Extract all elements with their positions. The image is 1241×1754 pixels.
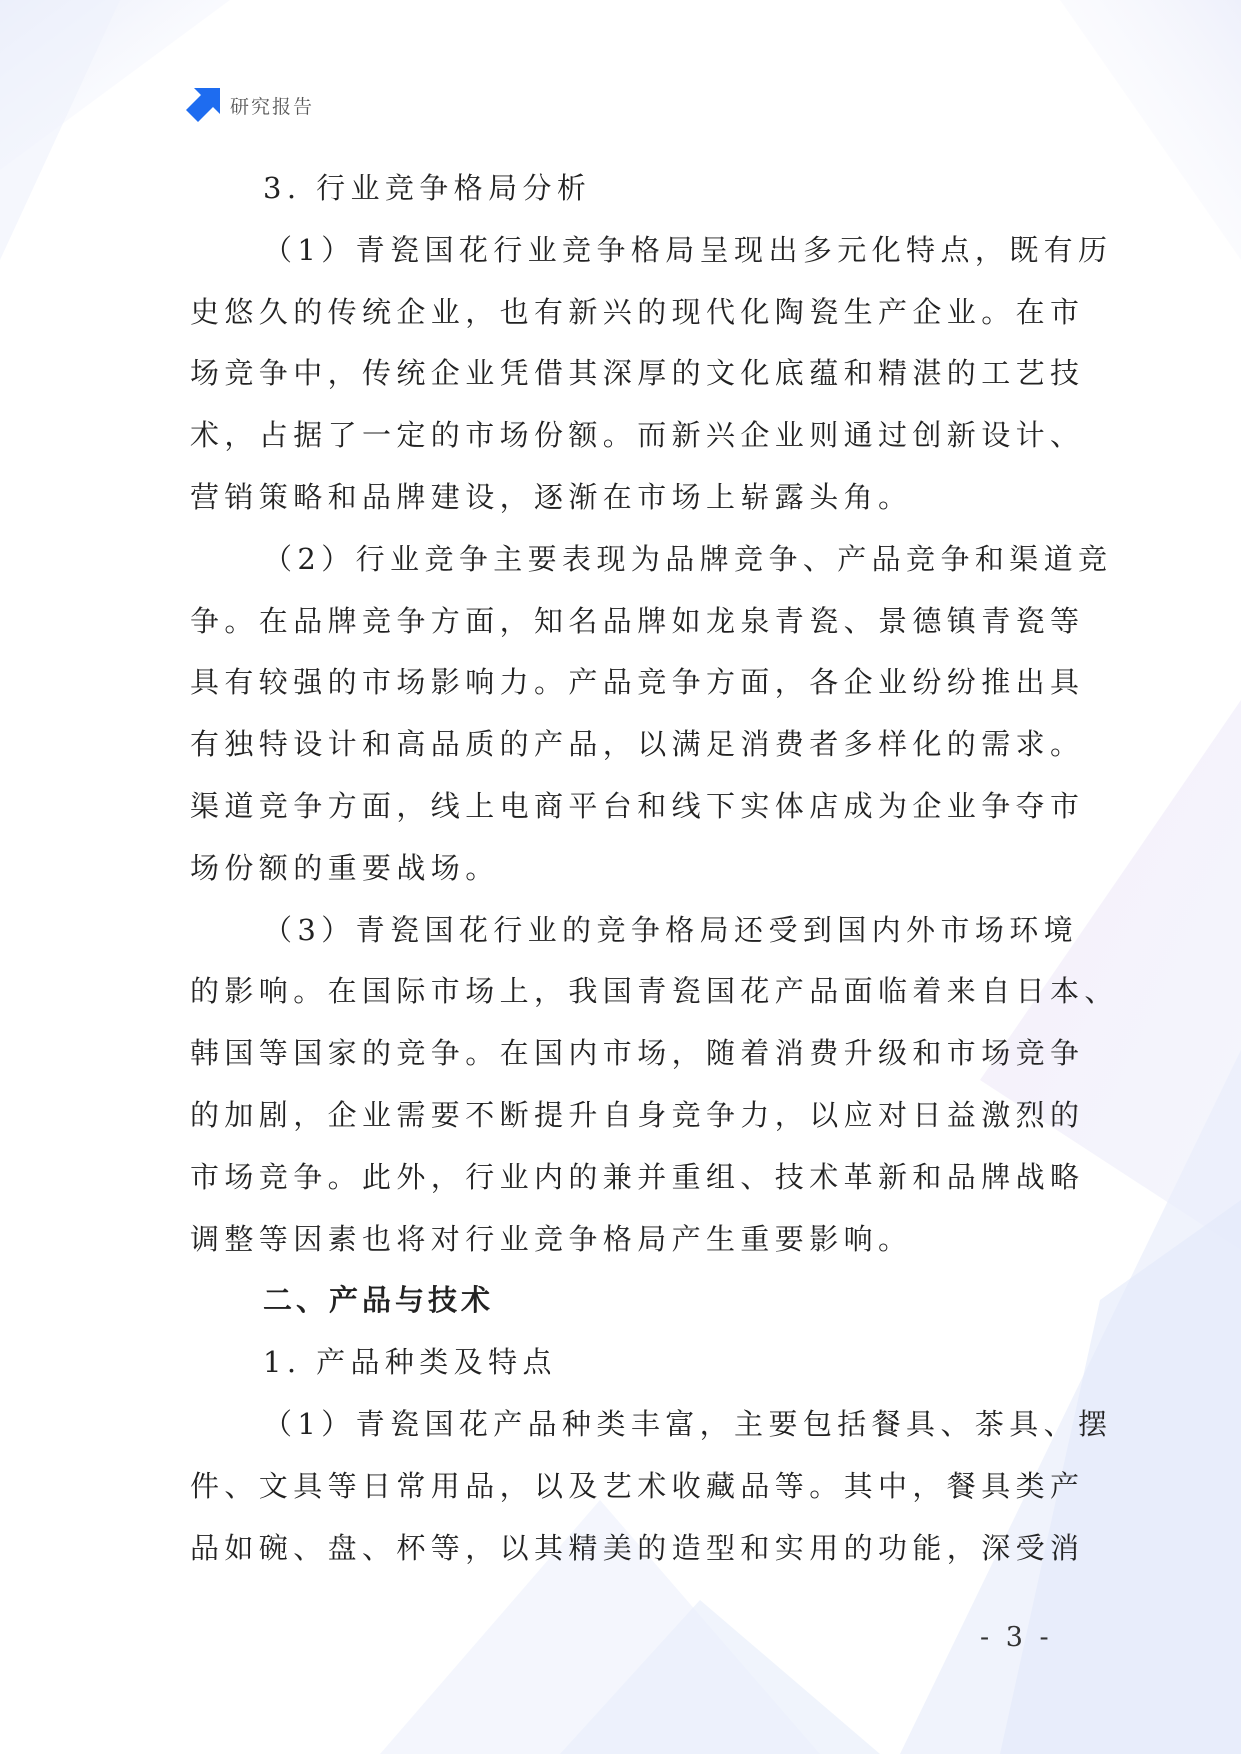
arrow-up-right-icon bbox=[186, 88, 220, 122]
body-text-line: 3. 行业竞争格局分析 bbox=[263, 171, 592, 205]
body-text-line: 争。在品牌竞争方面，知名品牌如龙泉青瓷、景德镇青瓷等 bbox=[190, 603, 1085, 638]
body-text-line: 品如碗、盘、杯等，以其精美的造型和实用的功能，深受消 bbox=[190, 1530, 1085, 1565]
body-text-line: 件、文具等日常用品，以及艺术收藏品等。其中，餐具类产 bbox=[190, 1468, 1085, 1503]
body-text-line: 的影响。在国际市场上，我国青瓷国花产品面临着来自日本、 bbox=[190, 974, 1119, 1009]
body-text-line: 场竞争中，传统企业凭借其深厚的文化底蕴和精湛的工艺技 bbox=[190, 356, 1085, 391]
body-text-line: 1. 产品种类及特点 bbox=[263, 1345, 557, 1380]
page-header bbox=[186, 88, 314, 122]
body-text-line: （2）行业竞争主要表现为品牌竞争、产品竞争和渠道竞 bbox=[263, 541, 1113, 576]
body-text-line: 术，占据了一定的市场份额。而新兴企业则通过创新设计、 bbox=[190, 418, 1085, 453]
page-number: - 3 - bbox=[980, 1622, 1053, 1653]
body-text-line: 史悠久的传统企业，也有新兴的现代化陶瓷生产企业。在市 bbox=[190, 294, 1085, 329]
body-text-line: 的加剧，企业需要不断提升自身竞争力，以应对日益激烈的 bbox=[190, 1097, 1085, 1132]
section-heading: 二、产品与技术 bbox=[263, 1283, 495, 1318]
body-text-line: （1）青瓷国花行业竞争格局呈现出多元化特点，既有历 bbox=[263, 232, 1113, 267]
body-text-line: 有独特设计和高品质的产品，以满足消费者多样化的需求。 bbox=[190, 727, 1085, 762]
header-title: 研究报告 bbox=[230, 95, 315, 118]
body-text-line: 调整等因素也将对行业竞争格局产生重要影响。 bbox=[190, 1221, 913, 1256]
body-text-line: 市场竞争。此外，行业内的兼并重组、技术革新和品牌战略 bbox=[190, 1159, 1085, 1194]
body-text-line: （1）青瓷国花产品种类丰富，主要包括餐具、茶具、摆 bbox=[263, 1406, 1113, 1441]
body-text-line: （3）青瓷国花行业的竞争格局还受到国内外市场环境 bbox=[263, 912, 1079, 947]
body-text-line: 渠道竞争方面，线上电商平台和线下实体店成为企业争夺市 bbox=[190, 788, 1085, 823]
body-text-line: 营销策略和品牌建设，逐渐在市场上崭露头角。 bbox=[190, 479, 913, 514]
body-text-line: 具有较强的市场影响力。产品竞争方面，各企业纷纷推出具 bbox=[190, 665, 1085, 700]
body-text-line: 韩国等国家的竞争。在国内市场，随着消费升级和市场竞争 bbox=[190, 1036, 1085, 1071]
body-text-line: 场份额的重要战场。 bbox=[190, 850, 500, 885]
document-body bbox=[190, 158, 1119, 1579]
